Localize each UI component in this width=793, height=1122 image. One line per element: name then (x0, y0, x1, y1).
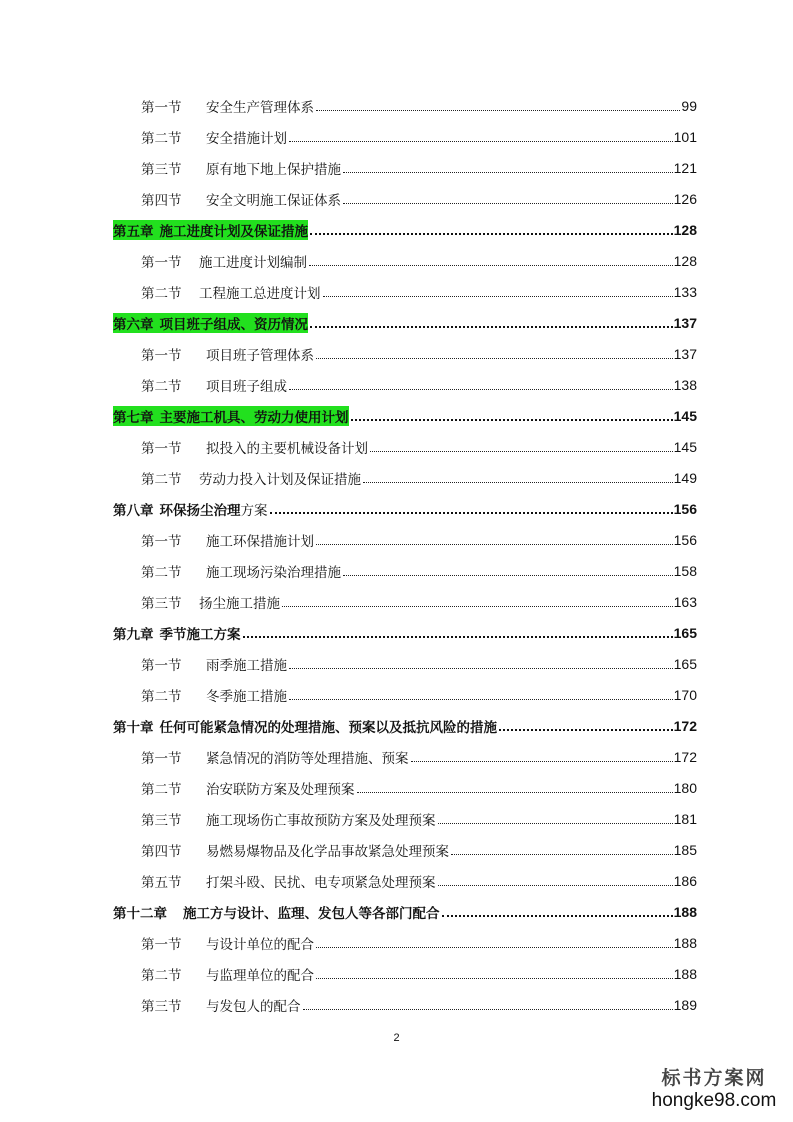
toc-chapter-entry[interactable] (0, 896, 793, 927)
toc-entry-page-number: 101 (673, 128, 697, 145)
toc-section-entry[interactable] (0, 462, 793, 493)
toc-section-entry[interactable] (0, 958, 793, 989)
toc-entry-title: 任何可能紧急情况的处理措施、预案以及抵抗风险的措施 (159, 719, 497, 736)
toc-entry-label (113, 220, 308, 240)
toc-entry-label (141, 778, 355, 798)
toc-entry-label (141, 592, 280, 612)
toc-section-entry[interactable] (0, 121, 793, 152)
toc-entry-number: 第三节 (141, 595, 182, 612)
toc-section-entry[interactable] (0, 865, 793, 896)
toc-entry-title: 项目班子组成 (206, 378, 287, 395)
toc-entry-page-number: 149 (673, 469, 697, 486)
toc-section-entry[interactable] (0, 183, 793, 214)
table-of-contents (0, 90, 793, 1020)
dot-leader (289, 388, 673, 390)
toc-entry-page-number: 163 (673, 593, 697, 610)
toc-entry-label (141, 747, 409, 767)
toc-entry-title: 劳动力投入计划及保证措施 (199, 471, 361, 488)
dot-leader (451, 853, 673, 855)
toc-entry-page-number: 189 (673, 996, 697, 1013)
toc-entry-title: 施工进度计划及保证措施 (159, 223, 308, 240)
toc-section-entry[interactable] (0, 741, 793, 772)
dot-leader (282, 605, 673, 607)
toc-section-entry[interactable] (0, 648, 793, 679)
dot-leader (243, 635, 673, 638)
toc-chapter-entry[interactable] (0, 493, 793, 524)
toc-entry-title: 雨季施工措施 (206, 657, 287, 674)
toc-entry-number: 第八章 (113, 502, 154, 519)
toc-entry-label (141, 251, 307, 271)
dot-leader (316, 977, 673, 979)
dot-leader (289, 140, 673, 142)
dot-leader (309, 264, 673, 266)
toc-section-entry[interactable] (0, 555, 793, 586)
dot-leader (357, 791, 673, 793)
dot-leader (438, 822, 673, 824)
dot-leader (310, 232, 673, 235)
toc-entry-title: 施工方与设计、监理、发包人等各部门配合 (183, 905, 440, 922)
dot-leader (343, 574, 673, 576)
toc-entry-label (113, 902, 440, 922)
toc-entry-page-number: 145 (673, 438, 697, 455)
toc-section-entry[interactable] (0, 431, 793, 462)
dot-leader (270, 511, 673, 514)
toc-entry-page-number: 126 (673, 190, 697, 207)
dot-leader (316, 109, 680, 111)
toc-section-entry[interactable] (0, 152, 793, 183)
toc-entry-title: 项目班子组成、资历情况 (159, 316, 308, 333)
toc-entry-label (141, 437, 368, 457)
toc-entry-label (141, 530, 314, 550)
toc-entry-number: 第一节 (141, 750, 182, 767)
toc-entry-label (113, 623, 241, 643)
toc-chapter-entry[interactable] (0, 307, 793, 338)
toc-section-entry[interactable] (0, 834, 793, 865)
toc-entry-page-number: 133 (673, 283, 697, 300)
toc-section-entry[interactable] (0, 803, 793, 834)
dot-leader (310, 325, 673, 328)
toc-entry-page-number: 180 (673, 779, 697, 796)
toc-entry-page-number: 181 (673, 810, 697, 827)
toc-section-entry[interactable] (0, 679, 793, 710)
toc-entry-number: 第一节 (141, 657, 182, 674)
toc-entry-page-number: 138 (673, 376, 697, 393)
dot-leader (289, 667, 673, 669)
toc-entry-title: 拟投入的主要机械设备计划 (206, 440, 368, 457)
toc-entry-page-number: 188 (673, 903, 697, 920)
toc-entry-title: 工程施工总进度计划 (199, 285, 321, 302)
toc-entry-number: 第二节 (141, 564, 182, 581)
toc-entry-title: 治安联防方案及处理预案 (206, 781, 355, 798)
toc-chapter-entry[interactable] (0, 710, 793, 741)
toc-entry-page-number: 172 (673, 717, 697, 734)
toc-section-entry[interactable] (0, 586, 793, 617)
toc-entry-title: 易燃易爆物品及化学品事故紧急处理预案 (206, 843, 449, 860)
dot-leader (351, 418, 673, 421)
toc-entry-number: 第三节 (141, 161, 182, 178)
toc-entry-title: 施工环保措施计划 (206, 533, 314, 550)
toc-entry-number: 第五节 (141, 874, 182, 891)
toc-entry-label (141, 840, 449, 860)
toc-section-entry[interactable] (0, 90, 793, 121)
toc-entry-page-number: 99 (681, 97, 697, 114)
dot-leader (442, 914, 673, 917)
toc-entry-label (113, 313, 308, 333)
toc-chapter-entry[interactable] (0, 400, 793, 431)
toc-entry-label (113, 716, 497, 736)
toc-entry-number: 第一节 (141, 440, 182, 457)
toc-entry-number: 第五章 (113, 223, 154, 240)
toc-entry-number: 第十二章 (113, 905, 167, 922)
toc-entry-number: 第九章 (113, 626, 154, 643)
toc-chapter-entry[interactable] (0, 214, 793, 245)
toc-entry-page-number: 128 (673, 221, 697, 238)
toc-entry-page-number: 165 (673, 655, 697, 672)
page-number: 2 (393, 1032, 400, 1044)
toc-entry-label (141, 995, 301, 1015)
dot-leader (289, 698, 673, 700)
dot-leader (438, 884, 673, 886)
toc-section-entry[interactable] (0, 338, 793, 369)
toc-entry-label (141, 127, 287, 147)
toc-entry-page-number: 158 (673, 562, 697, 579)
toc-entry-title: 安全措施计划 (206, 130, 287, 147)
toc-entry-label (141, 189, 341, 209)
toc-entry-page-number: 188 (673, 965, 697, 982)
toc-entry-label (141, 871, 436, 891)
dot-leader (499, 728, 673, 731)
toc-entry-label (141, 468, 361, 488)
toc-entry-number: 第一节 (141, 533, 182, 550)
dot-leader (370, 450, 673, 452)
toc-entry-number: 第六章 (113, 316, 154, 333)
toc-entry-number: 第二节 (141, 688, 182, 705)
toc-entry-title: 施工现场污染治理措施 (206, 564, 341, 581)
toc-entry-label (141, 344, 314, 364)
toc-entry-title: 冬季施工措施 (206, 688, 287, 705)
toc-entry-number: 第三节 (141, 812, 182, 829)
toc-entry-title: 与监理单位的配合 (206, 967, 314, 984)
toc-entry-title: 与发包人的配合 (206, 998, 301, 1015)
toc-entry-label (141, 933, 314, 953)
toc-entry-page-number: 128 (673, 252, 697, 269)
toc-entry-title-suffix: 方案 (240, 502, 268, 519)
toc-entry-label (141, 685, 287, 705)
toc-entry-number: 第四节 (141, 843, 182, 860)
toc-entry-page-number: 121 (673, 159, 697, 176)
dot-leader (316, 543, 673, 545)
toc-section-entry[interactable] (0, 772, 793, 803)
toc-section-entry[interactable] (0, 245, 793, 276)
toc-entry-title: 打架斗殴、民扰、电专项紧急处理预案 (206, 874, 436, 891)
toc-entry-page-number: 165 (673, 624, 697, 641)
toc-section-entry[interactable] (0, 369, 793, 400)
toc-section-entry[interactable] (0, 927, 793, 958)
toc-entry-number: 第一节 (141, 254, 182, 271)
dot-leader (316, 946, 673, 948)
toc-entry-page-number: 172 (673, 748, 697, 765)
toc-entry-label (141, 561, 341, 581)
toc-entry-number: 第二节 (141, 130, 182, 147)
toc-entry-page-number: 145 (673, 407, 697, 424)
dot-leader (343, 202, 673, 204)
toc-entry-title: 紧急情况的消防等处理措施、预案 (206, 750, 409, 767)
toc-entry-title: 扬尘施工措施 (199, 595, 280, 612)
toc-entry-number: 第四节 (141, 192, 182, 209)
watermark-chinese-text: 标书方案网 (661, 1067, 767, 1089)
toc-entry-page-number: 156 (673, 500, 697, 517)
toc-section-entry[interactable] (0, 524, 793, 555)
toc-entry-page-number: 137 (673, 345, 697, 362)
toc-entry-title: 主要施工机具、劳动力使用计划 (159, 409, 349, 426)
toc-entry-label (141, 654, 287, 674)
dot-leader (303, 1008, 673, 1010)
dot-leader (411, 760, 673, 762)
toc-entry-title: 施工进度计划编制 (199, 254, 307, 271)
toc-entry-label (141, 809, 436, 829)
toc-entry-page-number: 186 (673, 872, 697, 889)
toc-entry-number: 第二节 (141, 471, 182, 488)
toc-entry-page-number: 188 (673, 934, 697, 951)
dot-leader (363, 481, 673, 483)
toc-entry-number: 第十章 (113, 719, 154, 736)
toc-entry-label (141, 96, 314, 116)
dot-leader (323, 295, 673, 297)
toc-entry-label (141, 964, 314, 984)
toc-entry-title: 安全生产管理体系 (206, 99, 314, 116)
toc-entry-number: 第一节 (141, 347, 182, 364)
toc-entry-page-number: 137 (673, 314, 697, 331)
toc-section-entry[interactable] (0, 276, 793, 307)
toc-entry-label (141, 375, 287, 395)
toc-entry-number: 第三节 (141, 998, 182, 1015)
dot-leader (316, 357, 673, 359)
toc-entry-title: 季节施工方案 (159, 626, 241, 643)
toc-entry-page-number: 185 (673, 841, 697, 858)
toc-entry-page-number: 156 (673, 531, 697, 548)
dot-leader (343, 171, 673, 173)
toc-entry-title: 与设计单位的配合 (206, 936, 314, 953)
toc-entry-label (141, 158, 341, 178)
toc-entry-title: 环保扬尘治理 (159, 502, 241, 519)
toc-entry-number: 第二节 (141, 967, 182, 984)
toc-entry-number: 第七章 (113, 409, 154, 426)
site-watermark (649, 1066, 779, 1112)
toc-entry-number: 第二节 (141, 781, 182, 798)
toc-entry-title: 原有地下地上保护措施 (206, 161, 341, 178)
toc-entry-title: 项目班子管理体系 (206, 347, 314, 364)
toc-entry-number: 第二节 (141, 285, 182, 302)
toc-entry-number: 第二节 (141, 378, 182, 395)
toc-section-entry[interactable] (0, 989, 793, 1020)
toc-entry-label (141, 282, 321, 302)
toc-entry-number: 第一节 (141, 936, 182, 953)
toc-entry-number: 第一节 (141, 99, 182, 116)
watermark-domain-text: hongke98.com (651, 1090, 777, 1111)
toc-chapter-entry[interactable] (0, 617, 793, 648)
toc-entry-label (113, 406, 349, 426)
toc-entry-title: 施工现场伤亡事故预防方案及处理预案 (206, 812, 436, 829)
toc-entry-title: 安全文明施工保证体系 (206, 192, 341, 209)
toc-entry-page-number: 170 (673, 686, 697, 703)
toc-entry-label (113, 499, 268, 519)
